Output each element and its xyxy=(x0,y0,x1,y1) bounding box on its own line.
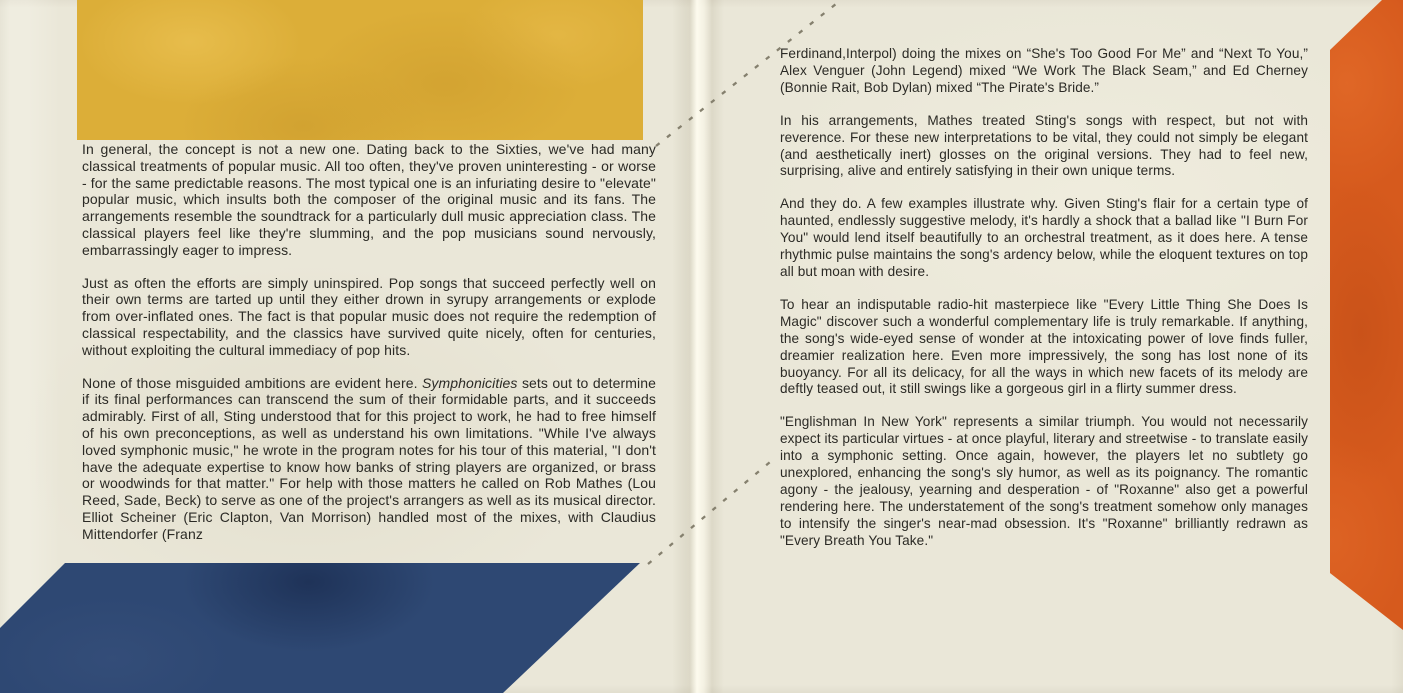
left-paragraph-2: Just as often the efforts are simply uninspired. Pop songs that succeed perfectly well on their own terms are tarted up until they either drown in syrupy arrangements or explode from over-inflated ones. The fact is that popular music does not require the redemption of classical respectability, and the classics have survived quite nicely, often for centuries, without exploiting the cultural immediacy of pop hits. xyxy=(82,274,656,358)
right-paragraph-4: To hear an indisputable radio-hit masterpiece like "Every Little Thing She Does Is Magic" discover such a wonderful complementary life is truly remarkable. If anything, the song's wide-eyed sense of wonder at the intoxicating power of love finds fuller, dreamier realization here. Even more impressively, the song has lost none of its buoyancy. For all its delicacy, for all the ways in which new facets of its melody are deftly teased out, it still swings like a gorgeous girl in a flirty summer dress. xyxy=(780,296,1308,397)
album-title-italic: Symphonicities xyxy=(421,374,518,391)
right-page-text xyxy=(780,46,1308,566)
right-paragraph-1: Ferdinand,Interpol) doing the mixes on “She's Too Good For Me” and “Next To You,” Alex Venguer (John Legend) mixed “We Work The Black Seam,” and Ed Cherney (Bonnie Rait, Bob Dylan) mixed “The Pirate's Bride.” xyxy=(780,46,1308,95)
left-paragraph-3 xyxy=(82,375,656,543)
left-page-text xyxy=(82,141,656,559)
left-paragraph-3-before-title: None of those misguided ambitions are evident here. xyxy=(82,374,422,391)
right-paragraph-3: And they do. A few examples illustrate why. Given Sting's flair for a certain type of haunted, endlessly suggestive melody, it's hardly a shock that a ballad like "I Burn For You" would lend itself beautifully to an orchestral treatment, as it does here. A tense rhythmic pulse maintains the song's ardency below, while the eloquent textures on top all but moan with desire. xyxy=(780,196,1308,279)
right-paragraph-5: "Englishman In New York" represents a similar triumph. You would not necessarily expect its particular virtues - at once playful, literary and streetwise - to translate easily into a symphonic setting. Once again, however, the players let no subtlety go unexplored, enhancing the song's sly humor, as well as its poignancy. The romantic agony - the jealousy, yearning and desperation - of "Roxanne" also get a powerful rendering here. The understatement of the song's treatment somehow only manages to intensify the singer's near-mad obsession. It's "Roxanne" brilliantly redrawn as "Every Breath You Take." xyxy=(780,414,1308,548)
dashed-line-bottom xyxy=(648,457,776,564)
left-paragraph-1: In general, the concept is not a new one. Dating back to the Sixties, we've had many classical treatments of popular music. All too often, they've proven uninteresting - or worse - for the same predictable reasons. The most typical one is an infuriating desire to "elevate" popular music, which insults both the composer of the original music and its fans. The arrangements resemble the soundtrack for a particularly dull music appreciation class. The classical players feel like they're slumming, and the pop musicians sound nervously, embarrassingly eager to impress. xyxy=(82,141,656,258)
right-paragraph-2: In his arrangements, Mathes treated Sting's songs with respect, but not with reverence. For these new interpretations to be vital, they could not simply be elegant (and aesthetically inert) glosses on the original versions. They had to feel new, surprising, alive and entirely satisfying in their own unique terms. xyxy=(780,112,1308,179)
left-paragraph-3-after-title: sets out to determine if its final performances can transcend the sum of their formidable parts, and it succeeds admirably. First of all, Sting understood that for this project to work, he had to free himself of his own preconceptions, as well as understand his own limitations. "While I've always loved symphonic music," he wrote in the program notes for his tour of this material, "I don't have the adequate expertise to know how banks of string players are organized, or brass or woodwinds for that matter." For help with those matters he called on Rob Mathes (Lou Reed, Sade, Beck) to serve as one of the project's arrangers as well as its musical director. Elliot Scheiner (Eric Clapton, Van Morrison) handled most of the mixes, with Claudius Mittendorfer (Franz xyxy=(82,374,656,542)
